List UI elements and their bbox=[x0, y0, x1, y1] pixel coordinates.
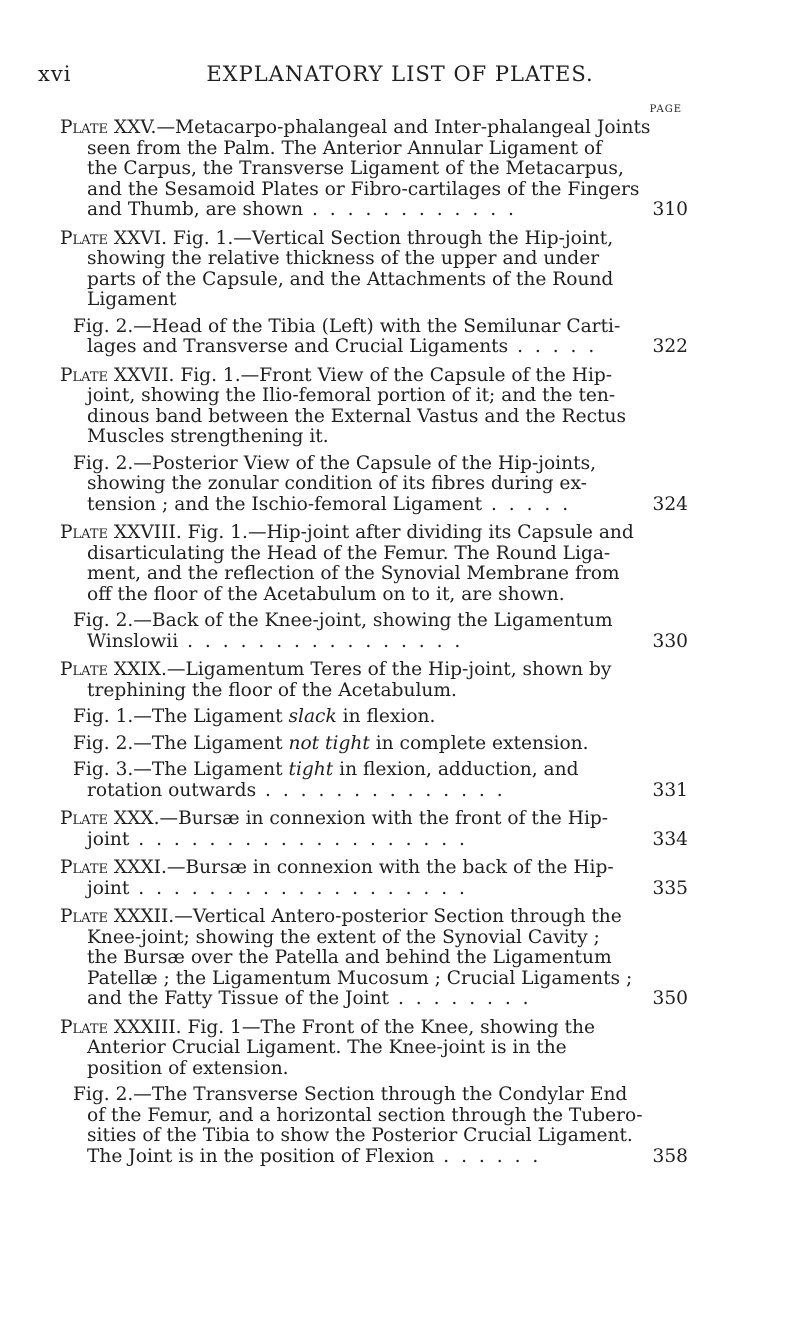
plate-label: Plate XXVII. bbox=[60, 364, 175, 386]
entry-plate-xxxiii bbox=[60, 1016, 688, 1168]
page-ref: 335 bbox=[652, 877, 688, 899]
entry-text: parts of the Capsule, and the Attachments of the Round bbox=[87, 268, 614, 290]
entry-plate-xxvii bbox=[60, 364, 688, 516]
page-ref: 324 bbox=[652, 493, 688, 515]
entry-text: disarticulating the Head of the Femur. The Round Liga- bbox=[87, 542, 611, 564]
entry-text: —Bursæ in connexion with the back of the Hip- bbox=[166, 857, 614, 878]
entry-text: seen from the Palm. The Anterior Annular Ligament of bbox=[87, 137, 602, 159]
entry-text: Fig. 3.—The Ligament bbox=[73, 759, 289, 780]
entry-text: sities of the Tibia to show the Posterior Crucial Ligament. bbox=[87, 1125, 633, 1146]
entry-text: in flexion, adduction, and bbox=[333, 759, 579, 780]
page-ref: 330 bbox=[652, 630, 688, 652]
entry-text: —Metacarpo-phalangeal and Inter-phalangeal Joints bbox=[156, 117, 651, 138]
entry-text: Anterior Crucial Ligament. The Knee-joint is in the bbox=[87, 1037, 567, 1058]
entry-text: Fig. 2.—The Ligament bbox=[73, 732, 289, 754]
entry-text: dinous band between the External Vastus and the Rectus bbox=[87, 405, 627, 427]
entry-text: Muscles strengthening it. bbox=[87, 426, 329, 447]
entry-text: showing the zonular condition of its fibres during ex- bbox=[87, 473, 587, 494]
entry-text: the Bursæ over the Patella and behind the Ligamentum bbox=[87, 947, 612, 968]
plate-label: Plate XXV. bbox=[60, 117, 157, 138]
entry-text: position of extension. bbox=[87, 1057, 289, 1079]
page-column-label: PAGE bbox=[649, 104, 682, 115]
entry-text: Fig. 2.—Posterior View of the Capsule of the Hip-joints, bbox=[73, 452, 597, 474]
entry-text: Fig. 1.—Hip-joint after dividing its Capsule and bbox=[181, 522, 634, 543]
entry-text: off the floor of the Acetabulum on to it, are shown. bbox=[87, 583, 565, 605]
entry-text: tension ; and the Ischio-femoral Ligament bbox=[87, 493, 483, 515]
figure-3: Fig. 3.—The Ligament tight in flexion, adduction, and rotation outwards . . . . . . . . . . . . . . 331 bbox=[73, 759, 688, 801]
entry-text: Fig. 1.—Front View of the Capsule of the Hip- bbox=[174, 364, 613, 386]
emphasis: slack bbox=[288, 706, 337, 727]
entry-text: Knee-joint; showing the extent of the Synovial Cavity ; bbox=[87, 926, 600, 948]
entry-text: The Joint is in the position of Flexion bbox=[87, 1145, 435, 1167]
entry-text: Fig. 1—The Front of the Knee, showing the bbox=[181, 1016, 595, 1038]
entry-text: ment, and the reflection of the Synovial Membrane from bbox=[87, 563, 620, 584]
entry-text: joint, showing the Ilio-femoral portion of it; and the ten- bbox=[87, 385, 616, 406]
figure-2 bbox=[60, 734, 685, 755]
entry-plate-xxv: Plate XXV.—Metacarpo-phalangeal and Inter-phalangeal Joints seen from the Palm. The Anterior Annular Ligament of the Carpus, the Transverse Ligament of the Metacarpus, and the Sesamoid Plates or Fibro-cartilages of the Fingers and Thumb, are shown . . . . . . . . . . . . 310 bbox=[60, 117, 688, 220]
entry-text: showing the relative thickness of the upper and under bbox=[87, 248, 600, 269]
entry-plate-xxvi bbox=[60, 227, 688, 358]
figure-2: Fig. 2.—The Transverse Section through the Condylar End of the Femur, and a horizontal section through the Tubero- sities of the Tibia to show the Posterior Crucial Ligament. The Joint is in the position of Flexion . . . . . . 358 bbox=[60, 1085, 685, 1167]
entry-plate-xxx: Plate XXX.—Bursæ in connexion with the front of the Hip- joint . . . . . . . . . . . . . . . . . . . 334 bbox=[60, 808, 688, 850]
plate-label: Plate XXVI. bbox=[60, 227, 168, 249]
entry-plate-xxix bbox=[60, 659, 688, 801]
entry-text: Ligament bbox=[87, 289, 177, 310]
entry-plate-xxxi: Plate XXXI.—Bursæ in connexion with the back of the Hip- joint . . . . . . . . . . . . . . . . . . . 335 bbox=[60, 857, 688, 899]
page-ref: 331 bbox=[652, 779, 688, 801]
entry-text: —Vertical Antero-posterior Section through the bbox=[174, 906, 622, 927]
entry-text: Fig. 2.—The Transverse Section through the Condylar End bbox=[73, 1084, 628, 1105]
entry-text: in flexion. bbox=[336, 706, 436, 727]
plates-list bbox=[60, 117, 688, 1175]
page-ref: 350 bbox=[652, 988, 688, 1009]
entry-text: —Ligamentum Teres of the Hip-joint, shown by bbox=[166, 659, 612, 680]
plate-label: Plate XXVIII. bbox=[60, 522, 182, 543]
entry-text: Winslowii bbox=[87, 630, 179, 652]
plate-label: Plate XXX. bbox=[60, 808, 160, 829]
entry-plate-xxxii: Plate XXXII.—Vertical Antero-posterior Section through the Knee-joint; showing the extent of the Synovial Cavity ; the Bursæ over the Patella and behind the Ligamentum Patellæ ; the Ligamentum Mucosum ; Crucial Ligaments ; and the Fatty Tissue of the Joint . . . . . . . . 350 bbox=[60, 906, 688, 1009]
entry-text: Fig. 2.—Back of the Knee-joint, showing the Ligamentum bbox=[73, 610, 613, 631]
entry-plate-xxviii bbox=[60, 522, 688, 652]
entry-text: lages and Transverse and Crucial Ligaments bbox=[87, 336, 509, 357]
figure-2: Fig. 2.—Back of the Knee-joint, showing the Ligamentum Winslowii . . . . . . . . . . . . . . . . 330 bbox=[60, 611, 685, 652]
emphasis: not tight bbox=[288, 732, 370, 754]
figure-1 bbox=[60, 707, 685, 728]
figure-2: Fig. 2.—Head of the Tibia (Left) with the Semilunar Carti- lages and Transverse and Crucial Ligaments . . . . . 322 bbox=[60, 317, 685, 358]
entry-text: rotation outwards bbox=[87, 779, 257, 801]
entry-text: trephining the floor of the Acetabulum. bbox=[87, 679, 457, 701]
entry-text: Patellæ ; the Ligamentum Mucosum ; Crucial Ligaments ; bbox=[87, 967, 633, 989]
entry-text: Fig. 1.—Vertical Section through the Hip-joint, bbox=[167, 227, 614, 249]
figure-2: Fig. 2.—Posterior View of the Capsule of the Hip-joints, showing the zonular condition of its fibres during ex- tension ; and the Ischio-femoral Ligament . . . . . 324 bbox=[60, 454, 685, 516]
plate-label: Plate XXXI. bbox=[60, 857, 167, 878]
entry-text: joint bbox=[87, 877, 130, 899]
plate-label: Plate XXIX. bbox=[60, 659, 167, 680]
plate-label: Plate XXXII. bbox=[60, 906, 175, 927]
entry-text: in complete extension. bbox=[369, 732, 589, 754]
entry-text: and Thumb, are shown bbox=[87, 199, 304, 220]
entry-text: Fig. 1.—The Ligament bbox=[73, 706, 289, 727]
page-ref: 334 bbox=[652, 828, 688, 850]
page-ref: 358 bbox=[652, 1145, 688, 1167]
entry-text: and the Fatty Tissue of the Joint bbox=[87, 988, 390, 1009]
page-ref: 322 bbox=[652, 336, 688, 357]
entry-text: the Carpus, the Transverse Ligament of the Metacarpus, bbox=[87, 158, 624, 179]
entry-text: and the Sesamoid Plates or Fibro-cartilages of the Fingers bbox=[87, 178, 640, 200]
entry-text: of the Femur, and a horizontal section through the Tubero- bbox=[87, 1104, 643, 1126]
page-number: xvi bbox=[38, 62, 72, 86]
entry-text: joint bbox=[87, 828, 130, 850]
emphasis: tight bbox=[288, 759, 334, 780]
entry-text: Fig. 2.—Head of the Tibia (Left) with the Semilunar Carti- bbox=[73, 315, 621, 337]
page-ref: 310 bbox=[652, 199, 688, 220]
plate-label: Plate XXXIII. bbox=[60, 1016, 182, 1038]
entry-text: —Bursæ in connexion with the front of the Hip- bbox=[159, 808, 609, 829]
running-title: EXPLANATORY LIST OF PLATES. bbox=[206, 62, 594, 86]
